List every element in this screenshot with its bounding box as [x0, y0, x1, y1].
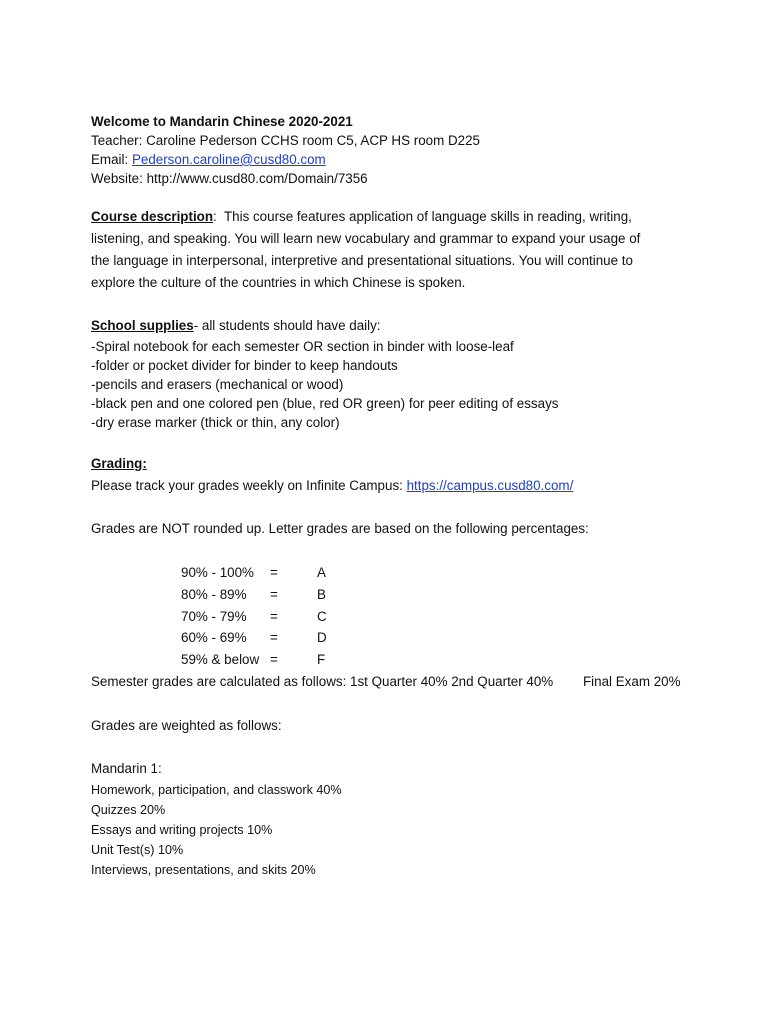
- campus-link[interactable]: https://campus.cusd80.com/: [406, 478, 574, 493]
- semester-text: Semester grades are calculated as follows: 1st Quarter 40% 2nd Quarter 40%: [91, 674, 554, 689]
- supplies-intro: - all students should have daily:: [193, 318, 381, 333]
- grade-letter: D: [317, 630, 327, 645]
- course-heading: Course description: [91, 209, 214, 224]
- grading-track-text: Please track your grades weekly on Infinite Campus:: [91, 478, 407, 493]
- teacher-line: Teacher: Caroline Pederson CCHS room C5, ACP HS room D225: [91, 133, 480, 148]
- mandarin1-item: Interviews, presentations, and skits 20%: [91, 863, 316, 877]
- weighted-heading: Grades are weighted as follows:: [91, 718, 282, 733]
- final-exam-text: Final Exam 20%: [583, 674, 681, 689]
- supply-item: -pencils and erasers (mechanical or wood): [91, 377, 344, 392]
- grade-equals: =: [270, 565, 278, 580]
- supplies-heading: School supplies: [91, 318, 194, 333]
- grade-scale-row: [0, 608, 770, 626]
- website-line: Website: http://www.cusd80.com/Domain/7356: [91, 171, 368, 186]
- course-line-1: [91, 206, 681, 228]
- grade-equals: =: [270, 609, 278, 624]
- email-label: Email:: [91, 152, 129, 167]
- grade-letter: F: [317, 652, 326, 667]
- document-title: Welcome to Mandarin Chinese 2020-2021: [91, 114, 353, 129]
- grade-scale-row: [0, 651, 770, 669]
- mandarin1-item: Homework, participation, and classwork 40%: [91, 783, 342, 797]
- course-colon: :: [213, 209, 217, 224]
- course-text-1: This course features application of language skills in reading, writing,: [223, 209, 632, 224]
- mandarin1-item: Unit Test(s) 10%: [91, 843, 184, 857]
- grade-range: 60% - 69%: [181, 630, 247, 645]
- supplies-heading-line: [91, 317, 381, 335]
- grade-letter: C: [317, 609, 327, 624]
- mandarin1-item: Essays and writing projects 10%: [91, 823, 273, 837]
- course-line-2: listening, and speaking. You will learn new vocabulary and grammar to expand your usage of: [91, 231, 641, 246]
- supply-item: -Spiral notebook for each semester OR section in binder with loose-leaf: [91, 339, 514, 354]
- mandarin1-item: Quizzes 20%: [91, 803, 166, 817]
- email-link[interactable]: Pederson.caroline@cusd80.com: [131, 152, 326, 167]
- grade-range: 90% - 100%: [181, 565, 254, 580]
- email-line: [91, 151, 326, 169]
- grading-rounding: Grades are NOT rounded up. Letter grades are based on the following percentages:: [91, 521, 589, 536]
- grade-range: 80% - 89%: [181, 587, 247, 602]
- grade-scale-row: [0, 564, 770, 582]
- supply-item: -dry erase marker (thick or thin, any color): [91, 415, 340, 430]
- course-line-4: explore the culture of the countries in which Chinese is spoken.: [91, 275, 466, 290]
- grade-equals: =: [270, 587, 278, 602]
- grade-letter: A: [317, 565, 326, 580]
- grade-equals: =: [270, 652, 278, 667]
- course-description: [91, 206, 681, 294]
- grading-track-line: [91, 477, 573, 495]
- semester-row: [0, 673, 770, 691]
- mandarin1-heading: Mandarin 1:: [91, 761, 162, 776]
- course-line-3: the language in interpersonal, interpretive and presentational situations. You will continue to: [91, 253, 633, 268]
- grade-range: 70% - 79%: [181, 609, 247, 624]
- grade-scale-row: [0, 586, 770, 604]
- supply-item: -black pen and one colored pen (blue, red OR green) for peer editing of essays: [91, 396, 559, 411]
- grade-range: 59% & below: [181, 652, 260, 667]
- grade-equals: =: [270, 630, 278, 645]
- grade-letter: B: [317, 587, 326, 602]
- grading-heading: Grading:: [91, 456, 147, 471]
- grade-scale-row: [0, 629, 770, 647]
- supply-item: -folder or pocket divider for binder to keep handouts: [91, 358, 398, 373]
